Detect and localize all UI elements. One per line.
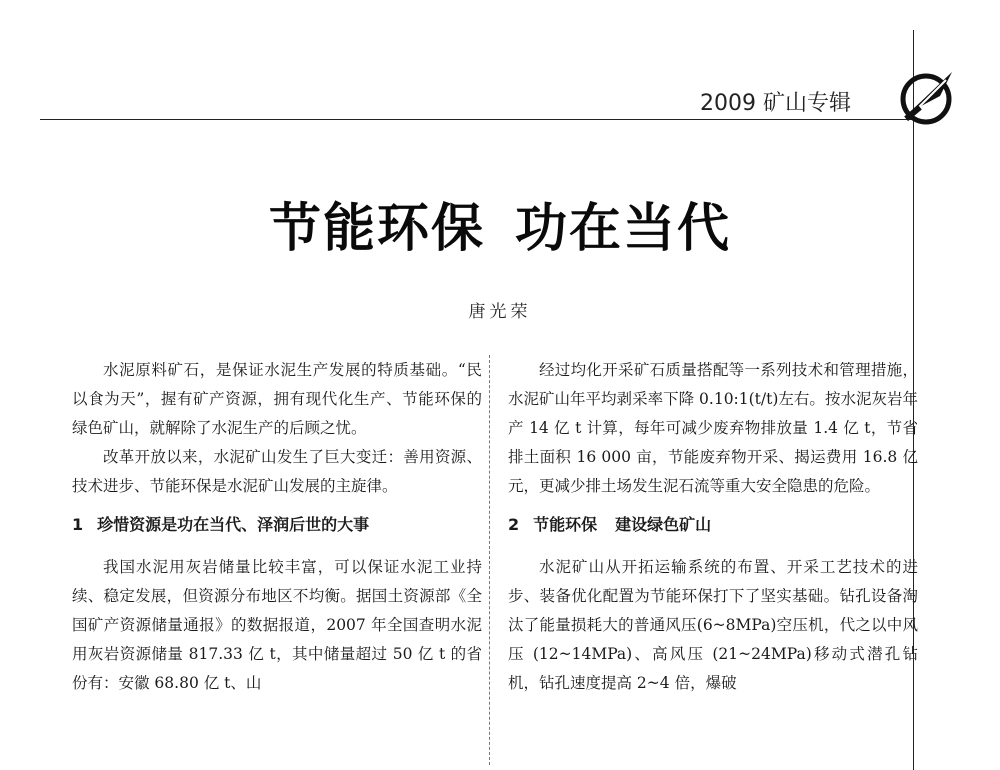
header-rule (40, 119, 915, 120)
article-title (0, 186, 1000, 261)
paragraph: 水泥原料矿石，是保证水泥生产发展的特质基础。“民以食为天”，握有矿产资源，拥有现代化生产、节能环保的绿色矿山，就解除了水泥生产的后顾之忧。 (72, 361, 482, 437)
author: 唐光荣 (468, 302, 532, 322)
section-number: 2 (508, 515, 520, 534)
paragraph: 改革开放以来，水泥矿山发生了巨大变迁：善用资源、技术进步、节能环保是水泥矿山发展的主旋律。 (72, 448, 482, 495)
right-column (508, 356, 918, 698)
left-column (72, 356, 482, 698)
running-header: 2009 矿山专辑 (700, 91, 851, 116)
mining-emblem-icon (896, 66, 958, 128)
section-heading (72, 511, 482, 539)
section-title: 珍惜资源是功在当代、泽润后世的大事 (97, 515, 370, 534)
section-title: 节能环保 (533, 515, 598, 534)
section-subtitle: 建设绿色矿山 (615, 515, 712, 534)
section-heading (508, 511, 918, 539)
paragraph: 水泥矿山从开拓运输系统的布置、开采工艺技术的进步、装备优化配置为节能环保打下了坚实基础。钻孔设备淘汰了能量损耗大的普通风压(6~8MPa)空压机，代之以中风压 (12~14MPa)、高风压 (21~24MPa)移动式潜孔钻机，钻孔速度提高 2~4 倍，爆破 (508, 558, 918, 692)
paragraph: 我国水泥用灰岩储量比较丰富，可以保证水泥工业持续、稳定发展，但资源分布地区不均衡。据国土资源部《全国矿产资源储量通报》的数据报道，2007 年全国查明水泥用灰岩资源储量 817.33 亿 t，其中储量超过 50 亿 t 的省份有：安徽 68.80 亿 t、山 (72, 558, 482, 692)
section-number: 1 (72, 515, 84, 534)
column-divider (489, 355, 490, 765)
title-part-1: 节能环保 (268, 199, 485, 259)
paragraph: 经过均化开采矿石质量搭配等一系列技术和管理措施，水泥矿山年平均剥采率下降 0.10:1(t/t)左右。按水泥灰岩年产 14 亿 t 计算，每年可减少废弃物排放量 1.4 亿 t，节省排土面积 16 000 亩，节能废弃物开采、揭运费用 16.8 亿元，更减少排土场发生泥石流等重大安全隐患的危险。 (508, 361, 918, 495)
title-part-2: 功在当代 (515, 199, 732, 259)
